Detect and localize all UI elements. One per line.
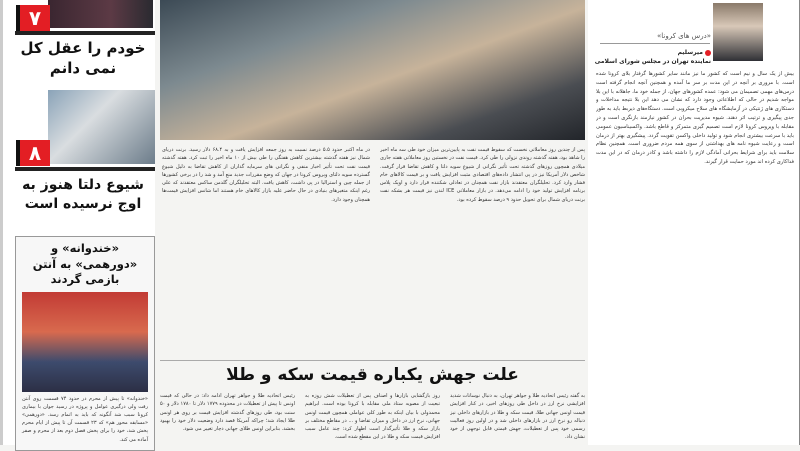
author-bullet-icon	[705, 50, 711, 56]
divider	[600, 43, 710, 44]
gold-headline[interactable]: علت جهش یکباره قیمت سکه و طلا	[226, 365, 519, 385]
article-column: در ماه اکتبر حدود ۵.۵ درصد نسبت به روز جمعه افزایش یافت و به ۶۸.۴ دلار رسید. برنت دریای شمال نیز هفته گذشته بیشترین کاهش هفتگی را طی بیش از ۱۰ ماه اخیر را ثبت کرد. هفته گذشته قیمت نفت تحت تأثیر اخبار منفی و نگرانی های سرمایه گذاران از کاهش تقاضا به دلیل شیوع گسترده سویه دلتای ویروس کرونا در جهان که وضع مقررات جدید منع آمد و شد را در برخی کشورها از جمله چین و استرالیا در پی داشت، کاهش یافت. البته تحلیلگران گلدمن ساکس معتقدند که علی رغم اینکه متغیرهای بنیادی در حال حاضر علیه بازار کالاهای خام هستند اما شانس افزایش قیمت‌ها همچنان وجود دارد.	[162, 147, 370, 203]
divider	[15, 31, 155, 35]
box-headline[interactable]: «خندوانه» و «دورهمی» به آنتن بازمی گردند	[32, 241, 138, 287]
article-column: به گفته رئیس اتحادیه طلا و جواهر تهران، به دنبال نوسانات شدید افزایشی نرخ ارز در داخل طی روزهای اخیر، در کنار افزایش قیمت اونس جهانی طلا، قیمت سکه و طلا در بازارهای داخلی نیز دنباله رو نرخ ارز در بازارهای داخلی شد و در اولین روز فعالیت رسمی خود پس از تعطیلات، جهش قیمتی قابل توجهی از خود نشان داد.	[450, 393, 585, 441]
article-column: پس از چندین روز معاملاتی نخست که سقوط قیمت نفت به پایین‌ترین میزان خود طی سه ماه اخیر را شاهد بود، هفته گذشته روندی نزولی را طی کرد. قیمت نفت در نخستین روز معاملاتی هفته جاری میلادی همچون روزهای گذشته تحت تأثیر نگرانی از شیوع سویه دلتا و کاهش تقاضا قرار گرفت. شاخص دلار آمریکا نیز در پی انتشار داده‌های اقتصادی مثبت افزایش یافت و بر قیمت کالاهای خام فشار وارد کرد. تحلیلگران معتقدند بازار نفت همچنان در تعادلی شکننده قرار دارد و اوپک پلاس برنامه افزایش تولید خود را ادامه می‌دهد. در بازار معاملاتی ICE لندن نیز قیمت هر بشکه نفت برنت دریای شمال برای تحویل حدود ۹ درصد سقوط کرده بود.	[380, 147, 585, 203]
left-column	[0, 0, 155, 445]
page-number-badge[interactable]: ۷	[16, 5, 50, 31]
headline-page7[interactable]: خودم را عقل کل نمی دانم	[20, 39, 146, 78]
page-number-badge[interactable]: ۸	[16, 140, 50, 166]
headline-page8[interactable]: شیوع دلتا هنوز به اوج نرسیده است	[22, 177, 144, 212]
author-name: میرسلیم	[677, 49, 703, 56]
divider	[160, 360, 585, 361]
oil-worker-photo	[160, 0, 585, 140]
column-body: بیش از یک سال و نیم است که کشور ما نیز مانند سایر کشورها گرفتار بلای کرونا شده است. با مروری بر آنچه در این مدت بر سر ما آمده و همچنین آنچه انجام گرفته است درس‌های مهمی تصمیمان می شود: عمده کشورهای جهان، از جمله خود ما، جاهلانه با این بلا مواجه شدیم در حالی که اطلاعاتی وجود دارد که نشان می دهد این بلا نتیجه مداخلات و دستکاری های ژنتیکی در آزمایشگاه های سلاح میکروبی است. دستگاه‌های ذیربط باید به طور جدی پیگیری و ترتیب اثر دهند. شیوه مدیریت بحران در کشور نیازمند بازنگری است و در مقابله با ویروس کرونا لازم است تصمیم گیری متمرکز و قاطع باشد. واکسیناسیون عمومی باید با سرعت بیشتری انجام شود و تولید داخلی واکسن تقویت گردد. پیشگیری بهتر از درمان است و رعایت شیوه نامه های بهداشتی از سوی همه مردم ضروری است. همچنین نظام سلامت باید برای شرایط بحرانی آمادگی لازم را داشته باشد و کادر درمان که در این مدت فداکاری کرده اند مورد حمایت قرار گیرند.	[596, 71, 794, 165]
opinion-column	[588, 0, 800, 445]
hosts-photo	[22, 292, 148, 392]
tv-news-box	[15, 236, 155, 451]
article-column: روز بازگشایی بازارها و اصناف پس از تعطیلات شش روزه به تبعیت از مصوبه ستاد ملی مقابله با کرونا بوده است. ابراهیم محمدولی با بیان اینکه به طور کلی عواملی همچون قیمت اونس جهانی، نرخ ارز در داخل و میزان تقاضا و ... در مقاطع مختلف بر بازار سکه و طلا تأثیرگذار است اظهار کرد: چند عامل سبب افزایش قیمت سکه و طلا در این مقطع شده است.	[305, 393, 440, 441]
author-portrait	[713, 3, 763, 61]
box-body: «خندوانه» تا پیش از محرم در حدود ۷۴ قسمت روی آنتن رفت ولی درگیری عوامل و پروژه در رسید جوان با بیماری کرونا سبب شد آنگونه که باید به اتمام رسد. «دورهمی» «مسابقه محور هم» که ۲۳ قسمت آن تا پیش از ایام محرم پخش شد، خود را برای پخش فصل دوم بعد از محرم و صفر آماده می کند.	[22, 395, 149, 443]
page7-image	[48, 0, 153, 28]
article-column: رئیس اتحادیه طلا و جواهر تهران ادامه داد: در حالی که قیمت اونس تا پیش از تعطیلات در محدوده ۱۷۷۹ دلار تا ۱۷۸۰ دلار و ۵۰ سنت بود، طی روزهای گذشته افزایش قیمت بر روی هر اونس طلا ایجاد شد؛ چراکه آمریکا قصد دارد وضعیت دلار خود را بهبود بخشد. بنابراین اونس طلای جهانی دچار تغییر می شود.	[160, 393, 295, 433]
author-role: نماینده تهران در مجلس شورای اسلامی	[594, 58, 711, 65]
column-title[interactable]: «درس های کرونا»	[656, 32, 711, 40]
divider	[15, 167, 155, 171]
main-section	[160, 0, 585, 445]
hospital-image	[48, 90, 155, 164]
